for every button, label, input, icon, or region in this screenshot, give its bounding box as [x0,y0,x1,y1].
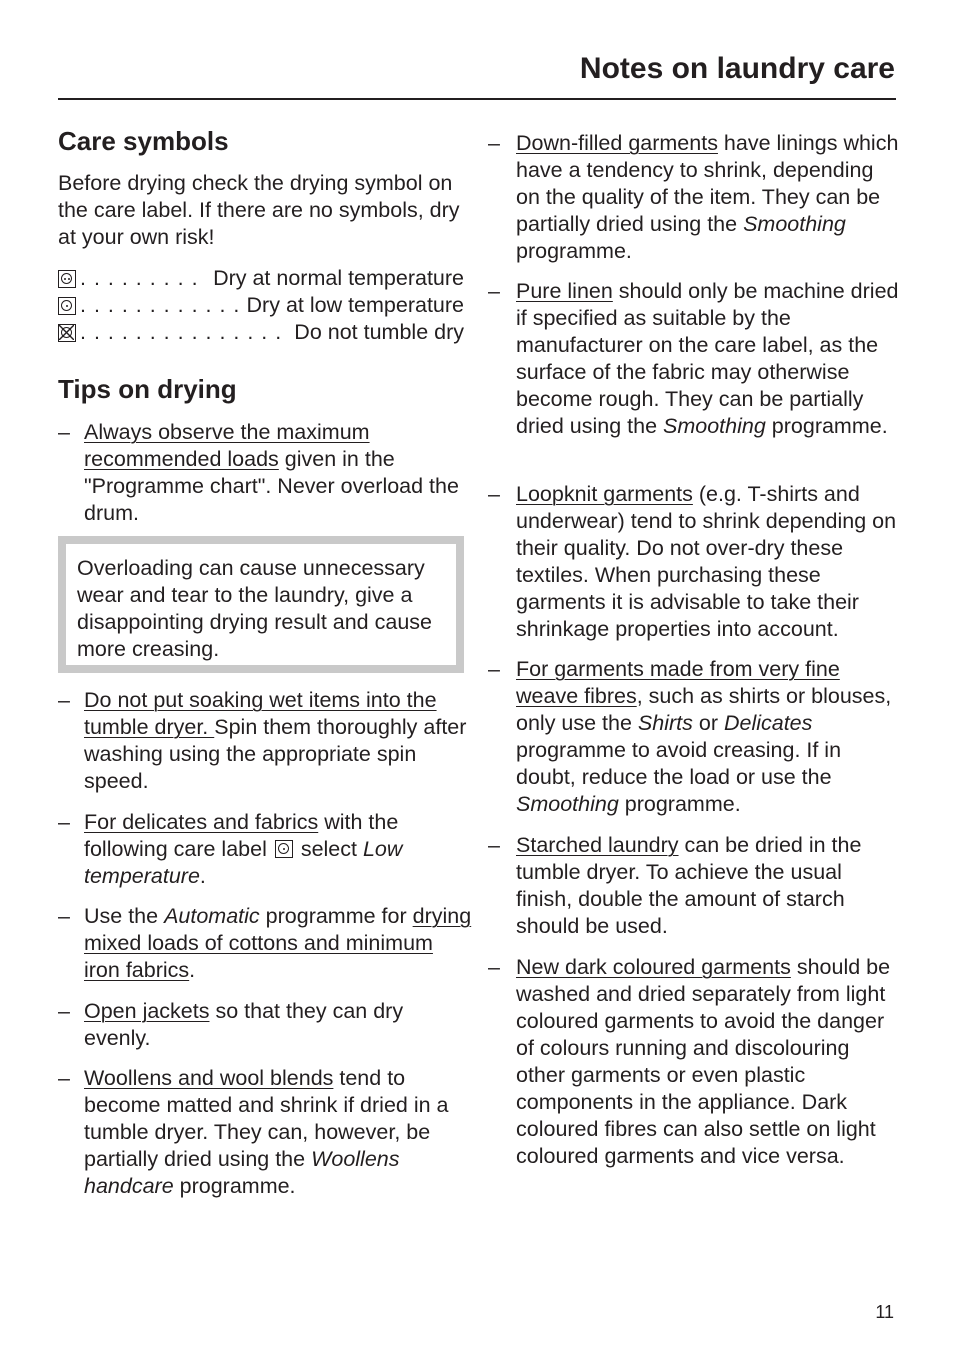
item-text: should only be machine dried if specified as suitable by the manufacturer on the care label, as the surface of the fabric may otherwise become rough. They can be partially dried using the [516,279,899,438]
underlined-text: Always observe the maximum recommended loads [84,420,370,471]
underlined-text: For delicates and fabrics [84,810,319,834]
item-text: Spin them thoroughly after washing using the appropriate spin speed. [84,715,467,793]
warning-note-box [58,536,464,673]
symbol-label: Dry at low temperature [246,293,464,317]
item-text: have linings which have a tendency to shrink, depending on the quality of the item. They can be partially dried using the [516,131,899,236]
item-text: programme. [516,239,632,263]
symbol-row-do-not [58,319,464,346]
list-dash: – [488,833,500,857]
item-text: select [294,837,363,861]
item-text: should be washed and dried separately from light coloured garments to avoid the danger of colours running and discolouring other garments or even plastic components in the appliance. Dark coloured fibres can also settle on light coloured garments and vice versa. [516,955,891,1168]
italic-text: Smoothing [663,414,766,438]
list-dash: – [58,688,70,712]
list-dash: – [58,420,70,444]
do-not-tumble-dry-icon [58,324,76,342]
italic-text: Shirts [637,711,693,735]
dry-low-temperature-icon [275,840,293,858]
care-symbols-intro: Before drying check the drying symbol on the care label. If there are no symbols, dry at your own risk! [58,171,460,249]
item-text: (e.g. T-shirts and underwear) tend to shrink depending on their quality. Do not over-dry these textiles. When purchasing these garments it is advisable to take their shrinkage properties into account. [516,482,897,641]
care-symbols-heading: Care symbols [58,126,229,156]
list-dash: – [58,810,70,834]
list-dash: – [488,955,500,979]
header-rule [58,98,896,100]
leader-dots: . . . . . . . . . [80,266,199,290]
list-dash: – [58,1066,70,1090]
warning-note-text: Overloading can cause unnecessary wear and tear to the laundry, give a disappointing drying result and cause more creasing. [77,556,432,661]
underlined-text: Down-filled garments [516,131,718,155]
underlined-text: Woollens and wool blends [84,1066,334,1090]
symbol-label: Do not tumble dry [294,320,464,344]
underlined-text: Open jackets [84,999,210,1023]
list-dash: – [488,482,500,506]
item-text: programme. [765,414,888,438]
italic-text: Smoothing [743,212,846,236]
leader-dots: . . . . . . . . . . . . [80,293,241,317]
page-title: Notes on laundry care [579,52,895,85]
italic-text: Automatic [164,904,260,928]
item-text: , such as shirts or blouses, only use the [516,684,892,735]
item-text: . [199,864,206,888]
item-text: can be dried in the tumble dryer. To achieve the usual finish, double the amount of starch should be used. [516,833,862,938]
item-text: with the following care label [84,810,399,861]
dry-normal-temperature-icon [58,270,76,288]
underlined-text: New dark coloured garments [516,955,791,979]
list-dash: – [58,904,70,928]
list-dash: – [488,279,500,303]
item-text: programme for [259,904,413,928]
item-text: programme. [173,1174,296,1198]
list-dash: – [58,999,70,1023]
item-text: given in the "Programme chart". Never overload the drum. [84,447,459,525]
underlined-text: Pure linen [516,279,613,303]
list-dash: – [488,131,500,155]
underlined-text: Starched laundry [516,833,679,857]
underlined-text: For garments made from very fine weave fibres [516,657,840,708]
leader-dots: . . . . . . . . . . . . . . . [80,320,283,344]
symbol-row-low [58,292,464,319]
underlined-text: Loopknit garments [516,482,693,506]
tips-heading: Tips on drying [58,374,237,404]
italic-text: Low temperature [84,837,403,888]
page-number: 11 [875,1302,894,1322]
item-text: programme. [618,792,741,816]
item-text: programme to avoid creasing. If in doubt, reduce the load or use the [516,738,842,789]
symbol-row-normal [58,265,464,292]
italic-text: Delicates [723,711,813,735]
dry-low-temperature-icon [58,297,76,315]
underlined-text: drying mixed loads of cottons and minimum iron fabrics [84,904,472,982]
italic-text: Smoothing [516,792,619,816]
italic-text: Woollens handcare [84,1147,400,1198]
item-text: tend to become matted and shrink if dried in a tumble dryer. They can, however, be partially dried using the [84,1066,449,1171]
underlined-text: Do not put soaking wet items into the tumble dryer. [84,688,437,739]
item-text: so that they can dry evenly. [84,999,404,1050]
item-text: Use the [84,904,165,928]
item-text: . [189,958,196,982]
symbol-label: Dry at normal temperature [213,266,464,290]
list-dash: – [488,657,500,681]
item-text: or [692,711,724,735]
